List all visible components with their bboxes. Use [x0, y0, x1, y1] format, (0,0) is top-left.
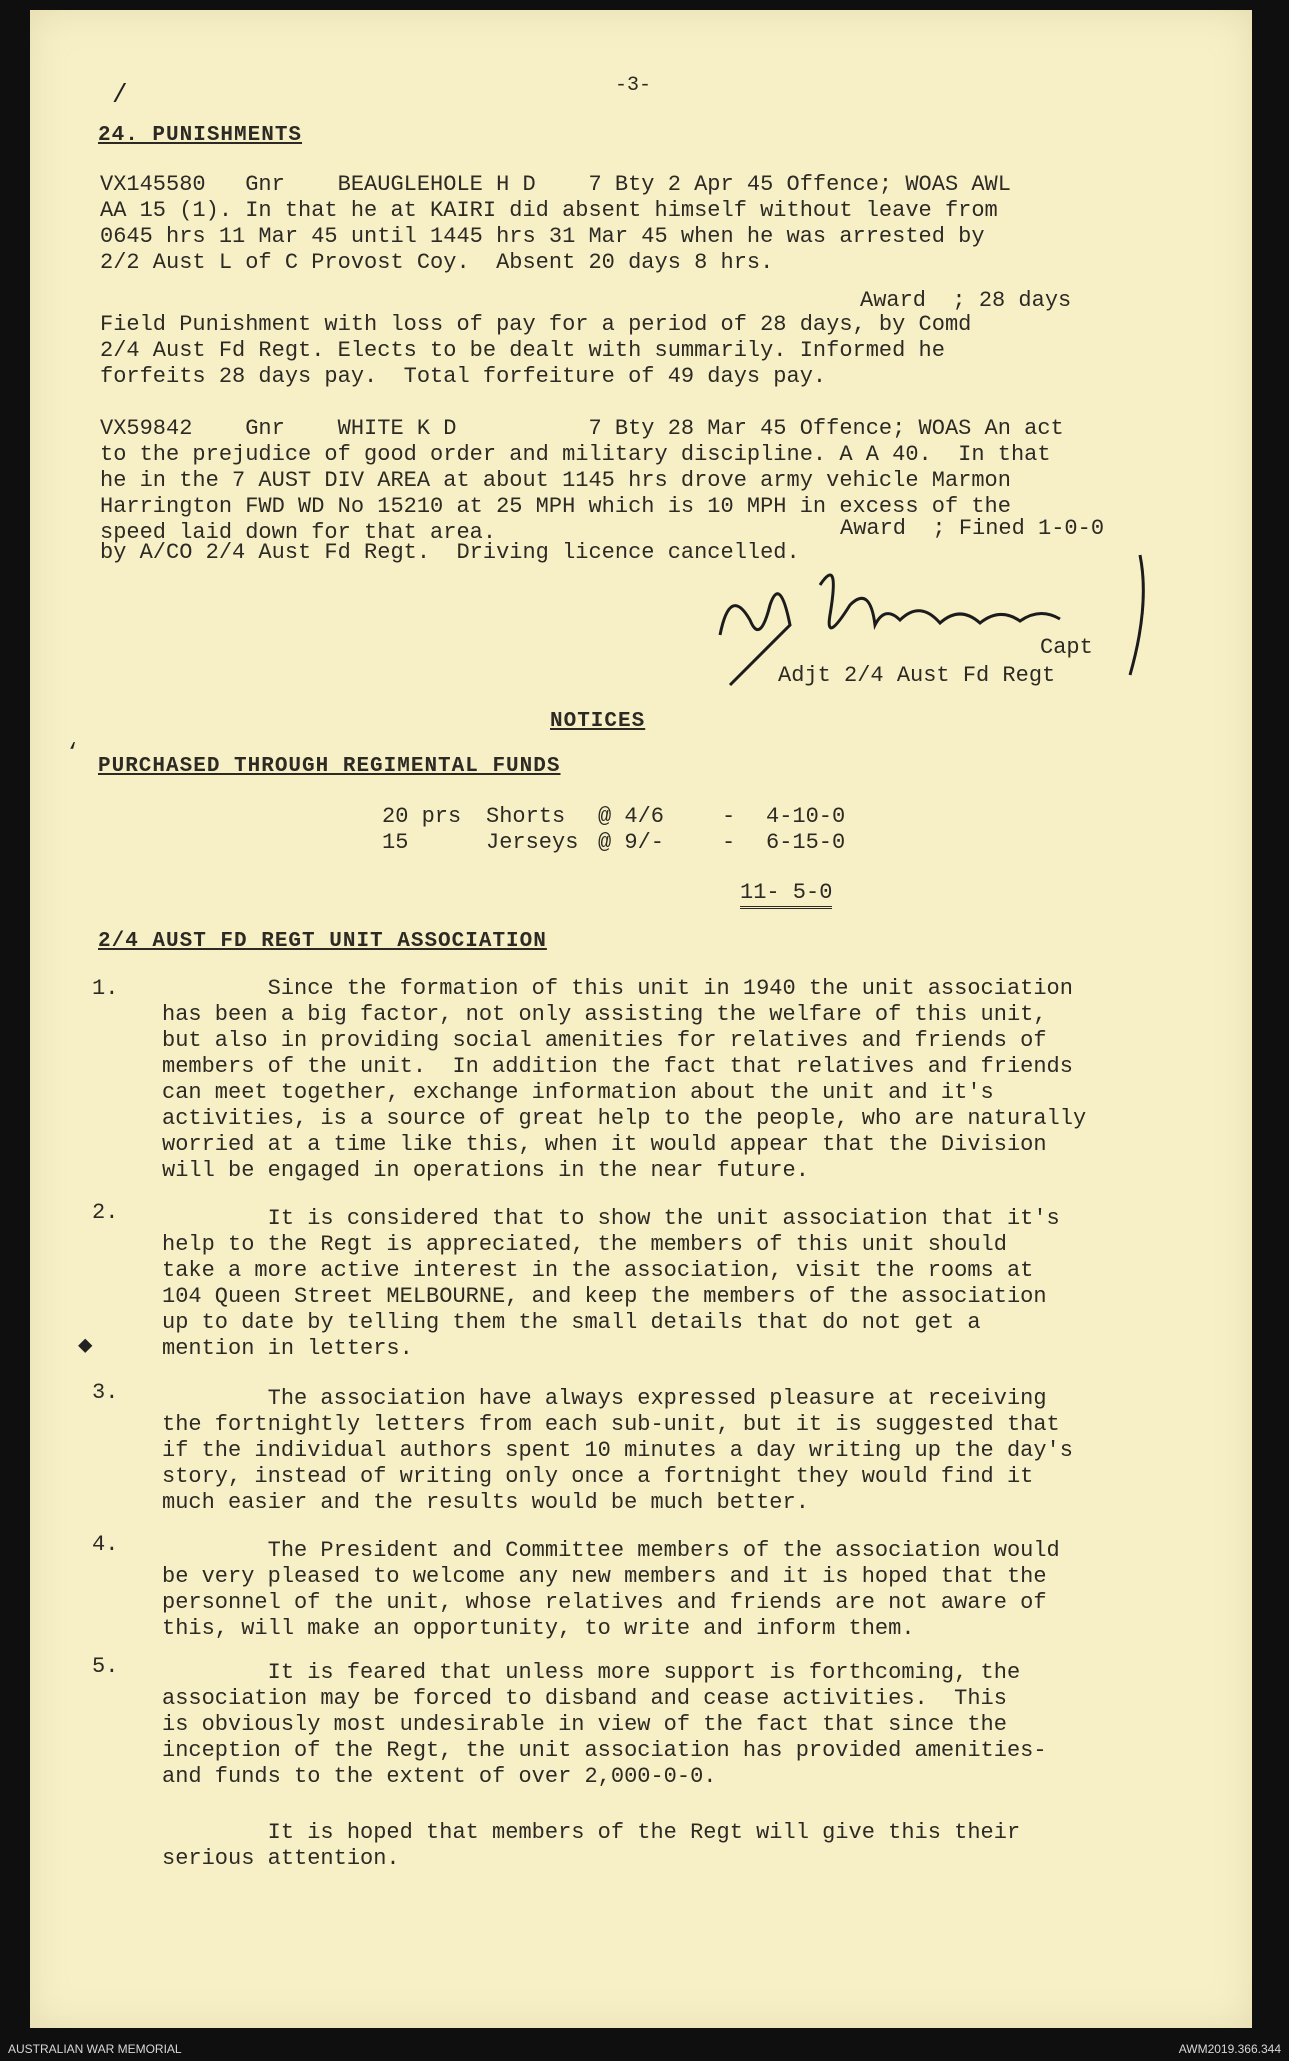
closing-paragraph	[162, 1820, 1020, 1872]
paragraph-line: and funds to the extent of over 2,000-0-0.	[162, 1764, 717, 1789]
paragraph-line: will be engaged in operations in the near future.	[162, 1158, 809, 1183]
paragraph-line: personnel of the unit, whose relatives and friends are not aware of	[162, 1590, 1047, 1615]
purchases-total: 11- 5-0	[740, 880, 832, 909]
case1-award-line: 2/4 Aust Fd Regt. Elects to be dealt with summarily. Informed he	[100, 338, 945, 363]
purchase-qty: 15	[382, 830, 409, 855]
paragraph-line: mention in letters.	[162, 1336, 413, 1361]
case1-block	[100, 172, 1011, 276]
paragraph-number: 5.	[92, 1654, 119, 1679]
case2-line: he in the 7 AUST DIV AREA at about 1145 hrs drove army vehicle Marmon	[100, 468, 1011, 493]
paragraph-number: 3.	[92, 1380, 119, 1405]
punch-hole-icon: ◆	[78, 1333, 93, 1360]
association-paragraph-4	[162, 1538, 1060, 1642]
case2-award-line: by A/CO 2/4 Aust Fd Regt. Driving licence cancelled.	[100, 540, 800, 565]
paragraph-line: association may be forced to disband and cease activities. This	[162, 1686, 1007, 1711]
paragraph-line: the fortnightly letters from each sub-unit, but it is suggested that	[162, 1412, 1060, 1437]
paragraph-line: up to date by telling them the small details that do not get a	[162, 1310, 981, 1335]
paragraph-line: take a more active interest in the association, visit the rooms at	[162, 1258, 1034, 1283]
purchase-amount: 4-10-0	[766, 804, 846, 829]
paragraph-line: The association have always expressed pleasure at receiving	[162, 1386, 1047, 1411]
signatory-rank: Capt	[1040, 635, 1093, 660]
archive-reference: AWM2019.366.344	[1178, 2042, 1281, 2056]
association-heading: 2/4 AUST FD REGT UNIT ASSOCIATION	[98, 930, 547, 953]
archive-credit: AUSTRALIAN WAR MEMORIAL	[8, 2042, 182, 2056]
page-number: -3-	[615, 74, 652, 97]
paragraph-number: 1.	[92, 976, 119, 1001]
paragraph-line: this, will make an opportunity, to write and inform them.	[162, 1616, 915, 1641]
paragraph-line: help to the Regt is appreciated, the members of this unit should	[162, 1232, 1007, 1257]
case1-award-line: Field Punishment with loss of pay for a period of 28 days, by Comd	[100, 312, 972, 337]
signatory-appointment: Adjt 2/4 Aust Fd Regt	[778, 663, 1056, 688]
association-paragraph-5	[162, 1660, 1047, 1790]
document-page	[30, 10, 1252, 2028]
purchase-row: 15 Jerseys @ 9/- - 6-15-0	[382, 830, 846, 855]
pencil-tick-icon: /	[112, 80, 128, 110]
purchase-amount: 6-15-0	[766, 830, 846, 855]
purchase-rate: @ 4/6	[598, 804, 665, 829]
case1-line: 2/2 Aust L of C Provost Coy. Absent 20 days 8 hrs.	[100, 250, 774, 275]
association-paragraph-1	[162, 976, 1086, 1184]
case1-line: 0645 hrs 11 Mar 45 until 1445 hrs 31 Mar 45 when he was arrested by	[100, 224, 985, 249]
case1-award-line: forfeits 28 days pay. Total forfeiture of 49 days pay.	[100, 364, 827, 389]
paragraph-line: activities, is a source of great help to the people, who are naturally	[162, 1106, 1087, 1131]
paragraph-line: It is hoped that members of the Regt will give this their	[162, 1820, 1021, 1845]
paragraph-line: be very pleased to welcome any new members and it is hoped that the	[162, 1564, 1047, 1589]
purchases-table	[382, 804, 845, 856]
paragraph-line: worried at a time like this, when it would appear that the Division	[162, 1132, 1047, 1157]
paragraph-line: is obviously most undesirable in view of the fact that since the	[162, 1712, 1007, 1737]
case2-line: to the prejudice of good order and military discipline. A A 40. In that	[100, 442, 1051, 467]
case2-line: Harrington FWD WD No 15210 at 25 MPH which is 10 MPH in excess of the	[100, 494, 1011, 519]
paragraph-number: 4.	[92, 1532, 119, 1557]
case1-award-block	[100, 312, 971, 390]
association-paragraph-3	[162, 1386, 1073, 1516]
case1-line: AA 15 (1). In that he at KAIRI did absent himself without leave from	[100, 198, 998, 223]
paragraph-line: It is considered that to show the unit association that it's	[162, 1206, 1060, 1231]
case2-line: VX59842 Gnr WHITE K D 7 Bty 28 Mar 45 Offence; WOAS An act	[100, 416, 1064, 441]
notices-heading: NOTICES	[550, 710, 646, 733]
paragraph-line: members of the unit. In addition the fact that relatives and friends	[162, 1054, 1073, 1079]
paragraph-line: It is feared that unless more support is forthcoming, the	[162, 1660, 1021, 1685]
paragraph-number: 2.	[92, 1200, 119, 1225]
purchase-rate: @ 9/-	[598, 830, 665, 855]
paragraph-line: has been a big factor, not only assisting the welfare of this unit,	[162, 1002, 1047, 1027]
paragraph-line: The President and Committee members of the association would	[162, 1538, 1060, 1563]
paragraph-line: if the individual authors spent 10 minutes a day writing up the day's	[162, 1438, 1073, 1463]
paragraph-line: but also in providing social amenities for relatives and friends of	[162, 1028, 1047, 1053]
case1-award: Award ; 28 days	[860, 288, 1072, 313]
case2-award: Award ; Fined 1-0-0	[840, 516, 1105, 541]
association-paragraph-2	[162, 1206, 1060, 1362]
paragraph-line: much easier and the results would be much better.	[162, 1490, 809, 1515]
purchase-row: 20 prs Shorts @ 4/6 - 4-10-0	[382, 804, 846, 829]
paragraph-line: can meet together, exchange information about the unit and it's	[162, 1080, 994, 1105]
purchases-heading: PURCHASED THROUGH REGIMENTAL FUNDS	[98, 755, 561, 778]
pencil-mark-icon: ‘	[66, 740, 80, 765]
paragraph-line: Since the formation of this unit in 1940 the unit association	[162, 976, 1073, 1001]
purchase-item: Shorts	[486, 804, 566, 829]
paragraph-line: story, instead of writing only once a fortnight they would find it	[162, 1464, 1034, 1489]
purchase-qty: 20 prs	[382, 804, 462, 829]
paragraph-line: serious attention.	[162, 1846, 400, 1871]
paragraph-line: 104 Queen Street MELBOURNE, and keep the members of the association	[162, 1284, 1047, 1309]
paragraph-line: inception of the Regt, the unit association has provided amenities-	[162, 1738, 1047, 1763]
case2-line: speed laid down for that area.	[100, 520, 497, 545]
case1-line: VX145580 Gnr BEAUGLEHOLE H D 7 Bty 2 Apr 45 Offence; WOAS AWL	[100, 172, 1011, 197]
punishments-heading: 24. PUNISHMENTS	[98, 124, 303, 147]
purchase-item: Jerseys	[486, 830, 579, 855]
